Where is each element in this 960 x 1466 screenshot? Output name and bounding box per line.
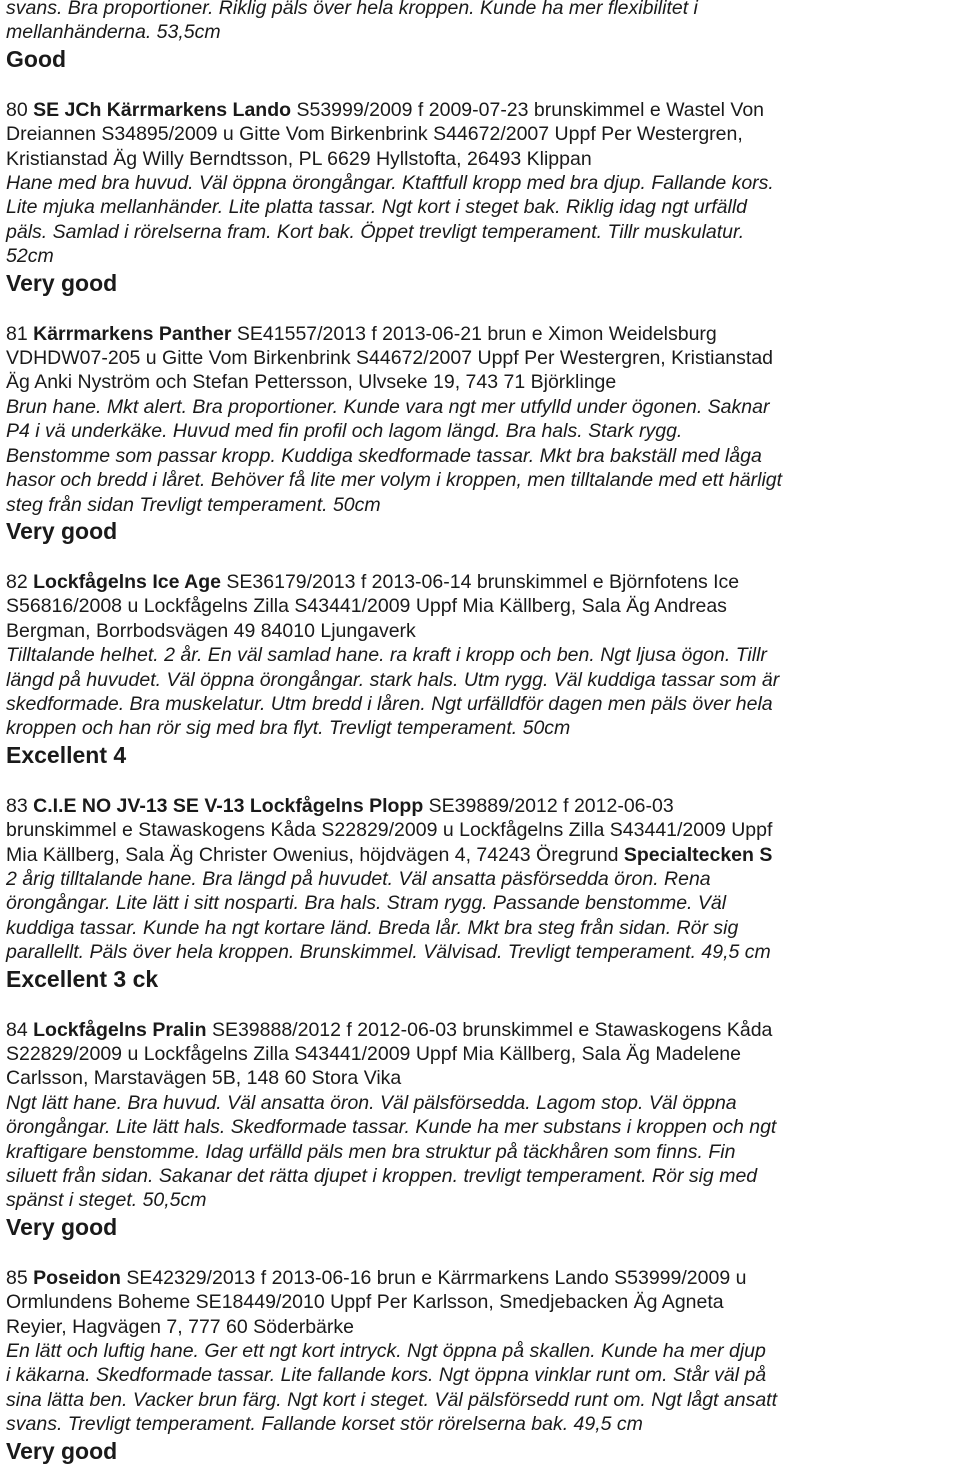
entry-pedigree-line: Ormlundens Boheme SE18449/2010 Uppf Per Karlsson, Smedjebacken Äg Agneta [6, 1291, 724, 1314]
critique-line: mellanhänderna. 53,5cm [6, 21, 221, 44]
entry-owner-line [6, 843, 954, 867]
entry-83 [6, 794, 954, 994]
entry-84 [6, 1018, 954, 1242]
entry-number: 80 [6, 98, 28, 121]
entry-head-line [6, 1266, 954, 1290]
grade-label: Very good [6, 1213, 118, 1240]
entry-head-line [6, 794, 954, 818]
critique-line: kroppen och han rör sig med bra flyt. Trevligt temperament. 50cm [6, 717, 571, 740]
entry-number: 85 [6, 1266, 28, 1289]
critique-line: örongångar. Lite lätt i sitt nosparti. Bra hals. Stram rygg. Passande benstomme. Väl [6, 892, 727, 915]
critique-line: P4 i vä underkäke. Huvud med fin profil och lagom längd. Bra hals. Stark rygg. [6, 420, 683, 443]
entry-number: 81 [6, 322, 28, 345]
critique-line: örongångar. Lite lätt hals. Skedformade tassar. Kunde ha mer substans i kroppen och ngt [6, 1116, 777, 1139]
entry-head-line [6, 322, 954, 346]
critique-line: Brun hane. Mkt alert. Bra proportioner. Kunde vara ngt mer utfylld under ögonen. Saknar [6, 395, 770, 418]
critique-line: steg från sidan Trevligt temperament. 50cm [6, 493, 381, 516]
entry-85 [6, 1266, 954, 1466]
special-mark-label: Specialtecken S [623, 843, 773, 866]
grade-label: Excellent 4 [6, 741, 127, 768]
critique-line: spänst i steget. 50,5cm [6, 1189, 207, 1212]
critique-line: skedformade. Bra muskelatur. Utm bredd i låren. Ngt urfälldför dagen men päls över hela [6, 692, 773, 715]
grade-label: Very good [6, 269, 118, 296]
entry-number: 82 [6, 570, 28, 593]
dog-name: C.I.E NO JV-13 SE V-13 Lockfågelns Plopp [33, 794, 424, 817]
critique-line: Hane med bra huvud. Väl öppna örongångar. Ktaftfull kropp med bra djup. Fallande kors. [6, 172, 774, 195]
critique-line: 2 årig tilltalande hane. Bra längd på huvudet. Väl ansatta päsförsedda öron. Rena [6, 867, 711, 890]
critique-line: 52cm [6, 245, 54, 268]
critique-line: Tilltalande helhet. 2 år. En väl samlad hane. ra kraft i kropp och ben. Ngt ljusa ögon. Tillr [6, 644, 767, 667]
critique-line: päls. Samlad i rörelserna fram. Kort bak. Öppet trevligt temperament. Tillr muskulatur. [6, 220, 745, 243]
critique-line: siluett från sidan. Sakanar det rätta djupet i kroppen. trevligt temperament. Rör sig med [6, 1165, 758, 1188]
entry-pedigree-line: Dreiannen S34895/2009 u Gitte Vom Birkenbrink S44672/2007 Uppf Per Westergren, [6, 123, 743, 146]
entry-registration: SE39888/2012 f 2012-06-03 brunskimmel e Stawaskogens Kåda [211, 1018, 773, 1041]
entry-pedigree-line: S56816/2008 u Lockfågelns Zilla S43441/2009 Uppf Mia Källberg, Sala Äg Andreas [6, 595, 727, 618]
entry-head-line [6, 570, 954, 594]
grade-label: Very good [6, 1437, 118, 1464]
critique-line: längd på huvudet. Väl öppna örongångar. stark hals. Utm rygg. Väl kuddiga tassar som är [6, 668, 780, 691]
dog-name: Poseidon [33, 1266, 121, 1289]
entry-number: 83 [6, 794, 28, 817]
entry-owner-line: Carlsson, Marstavägen 5B, 148 60 Stora Vika [6, 1067, 402, 1090]
entry-head-line [6, 1018, 954, 1042]
dog-name: Lockfågelns Ice Age [33, 570, 221, 593]
dog-name: SE JCh Kärrmarkens Lando [33, 98, 292, 121]
grade-label: Good [6, 45, 67, 72]
dog-name: Kärrmarkens Panther [33, 322, 232, 345]
entry-pedigree-line: brunskimmel e Stawaskogens Kåda S22829/2009 u Lockfågelns Zilla S43441/2009 Uppf [6, 819, 773, 842]
entry-pedigree-line: VDHDW07-205 u Gitte Vom Birkenbrink S44672/2007 Uppf Per Westergren, Kristianstad [6, 347, 774, 370]
entry-owner-text: Mia Källberg, Sala Äg Christer Owenius, höjdvägen 4, 74243 Öregrund [6, 843, 619, 866]
entry-registration: SE36179/2013 f 2013-06-14 brunskimmel e Björnfotens Ice [226, 570, 740, 593]
critique-line: parallellt. Päls över hela kroppen. Brunskimmel. Välvisad. Trevligt temperament. 49,5 cm [6, 941, 771, 964]
critique-line: kraftigare benstomme. Idag urfälld päls men bra struktur på täckhåren som finns. Fin [6, 1140, 736, 1163]
entry-owner-line: Äg Anki Nyström och Stefan Pettersson, Ulvseke 19, 743 71 Björklinge [6, 371, 617, 394]
entry-head-line [6, 98, 954, 122]
critique-line: sina lätta ben. Vacker brun färg. Ngt kort i steget. Väl pälsförsedd runt om. Ngt lågt ansatt [6, 1388, 778, 1411]
critique-line: kuddiga tassar. Kunde ha ngt kortare länd. Breda lår. Mkt bra steg från sidan. Rör sig [6, 916, 739, 939]
previous-entry-fragment [6, 0, 954, 74]
entry-pedigree-line: S22829/2009 u Lockfågelns Zilla S43441/2009 Uppf Mia Källberg, Sala Äg Madelene [6, 1043, 742, 1065]
critique-line: Lite mjuka mellanhänder. Lite platta tassar. Ngt kort i steget bak. Riklig idag ngt urfälld [6, 196, 748, 219]
entry-registration: S53999/2009 f 2009-07-23 brunskimmel e Wastel Von [296, 98, 765, 121]
entry-registration: SE41557/2013 f 2013-06-21 brun e Ximon Weidelsburg [236, 322, 717, 345]
entry-owner-line: Bergman, Borrbodsvägen 49 84010 Ljungaverk [6, 619, 416, 642]
entry-81 [6, 322, 954, 546]
critique-line: svans. Trevligt temperament. Fallande korset stör rörelserna bak. 49,5 cm [6, 1413, 643, 1436]
grade-label: Excellent 3 ck [6, 965, 159, 992]
entry-80 [6, 98, 954, 298]
grade-label: Very good [6, 517, 118, 544]
critique-line: svans. Bra proportioner. Riklig päls över hela kroppen. Kunde ha mer flexibilitet i [6, 0, 698, 19]
critique-line: Ngt lätt hane. Bra huvud. Väl ansatta öron. Väl pälsförsedda. Lagom stop. Väl öppna [6, 1091, 737, 1114]
critique-line: Benstomme som passar kropp. Kuddiga skedformade tassar. Mkt bra bakställ med låga [6, 444, 762, 467]
critique-line: i käkarna. Skedformade tassar. Lite fallande kors. Ngt öppna vinklar runt om. Står väl på [6, 1364, 767, 1387]
entry-owner-line: Reyier, Hagvägen 7, 777 60 Söderbärke [6, 1315, 354, 1338]
entry-82 [6, 570, 954, 770]
critique-line: hasor och bredd i låret. Behöver få lite mer volym i kroppen, men tilltalande med ett härligt [6, 469, 783, 492]
dog-name: Lockfågelns Pralin [33, 1018, 207, 1041]
entry-number: 84 [6, 1018, 28, 1041]
entry-registration: SE39889/2012 f 2012-06-03 [428, 794, 674, 817]
critique-line: En lätt och luftig hane. Ger ett ngt kort intryck. Ngt öppna på skallen. Kunde ha mer djup [6, 1340, 766, 1363]
entry-registration: SE42329/2013 f 2013-06-16 brun e Kärrmarkens Lando S53999/2009 u [126, 1266, 747, 1289]
entry-owner-line: Kristianstad Äg Willy Berndtsson, PL 6629 Hyllstofta, 26493 Klippan [6, 147, 592, 170]
